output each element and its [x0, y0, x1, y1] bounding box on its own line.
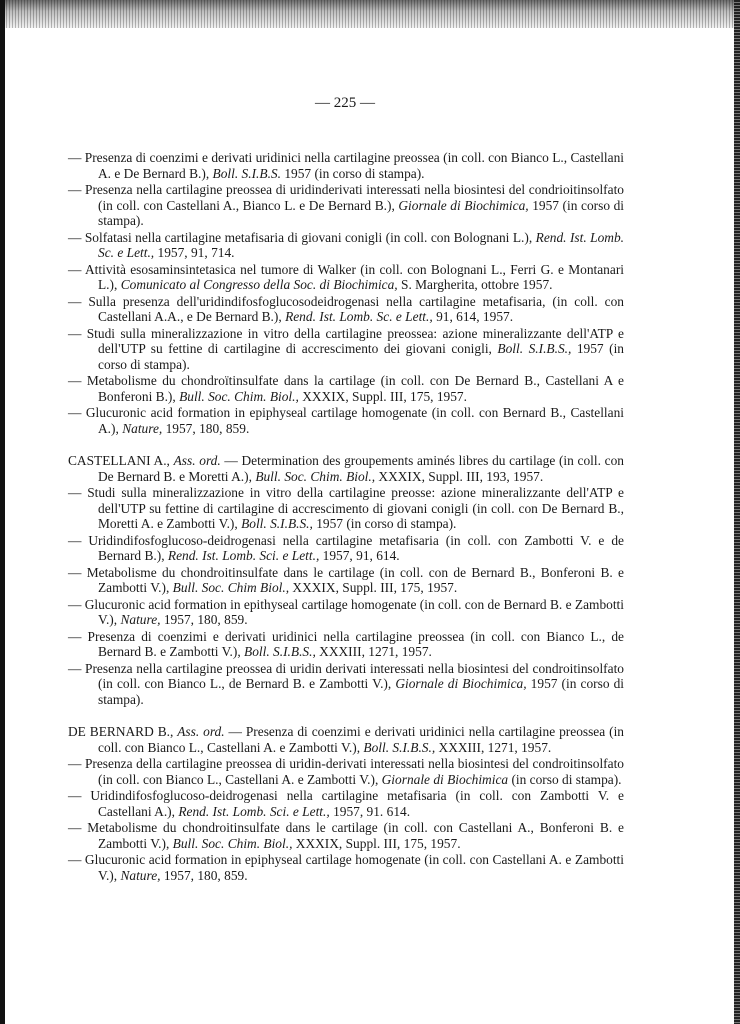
publication-entry [68, 629, 624, 660]
publication-entry [68, 373, 624, 404]
publication-entry [68, 533, 624, 564]
publication-entry [68, 262, 624, 293]
entry-text: XXXIII, 1271, 1957. [315, 644, 432, 659]
publication-entry [68, 150, 624, 181]
journal-title: Bull. Soc. Chim Biol., [172, 580, 290, 595]
publication-entry [68, 661, 624, 708]
journal-title: Comunicato al Congresso della Soc. di Biochimica, [120, 277, 398, 292]
journal-title: Giornale di Biochimica, [398, 197, 529, 213]
publication-entry [68, 294, 624, 325]
entry-text: — Studi sulla mineralizzazione in vitro della cartilagine preosse: azione mineralizzante dell'ATP e dell'UTP su fettine di cartilagine di accrescimento di giovani conigli (in coll. con De Bernard B., Moretti A. e Zambotti V.), [68, 485, 624, 531]
publication-entry [68, 724, 624, 755]
journal-title: Nature, [122, 420, 163, 436]
entry-text: — Determination des groupements aminés libres du cartilage (in coll. con De Bernard B. e Moretti A.), [98, 453, 625, 484]
page-number: — 225 — [315, 95, 375, 111]
journal-title: Boll. S.I.B.S., [244, 644, 316, 659]
publication-entry [68, 453, 624, 484]
publication-entry [68, 788, 624, 819]
entry-text: 91, 614, 1957. [432, 309, 514, 324]
entry-text: — Uridindifosfoglucoso-deidrogenasi nella cartilagine metafisaria (in coll. con Zambotti V. e de Bernard B.), [68, 532, 624, 563]
journal-title: Boll. S.I.B.S., [497, 341, 572, 356]
entry-text: — Presenza della cartilagine preossea di uridin-derivati interessati nella biosintesi del condroitinsolfato (in coll. con Bianco L., Castellani A. e Zambotti V.), [68, 756, 624, 787]
scan-top-edge [0, 0, 740, 28]
entry-text: 1957, 91, 614. [319, 548, 400, 563]
entry-text: XXXIX, Suppl. III, 175, 1957. [292, 835, 461, 851]
entry-text: 1957 (in corso di stampa). [312, 516, 457, 531]
entry-text: 1957, 91. 614. [329, 803, 411, 819]
entry-text: DE BERNARD B., [68, 724, 178, 739]
journal-title: Ass. ord. [173, 453, 221, 468]
publication-entry [68, 820, 624, 851]
journal-title: Nature, [120, 867, 161, 883]
entry-text: — Presenza di coenzimi e derivati uridinici nella cartilagine preossea (in coll. con Bianco L., Castellani A. e Zambotti V.), [98, 724, 624, 755]
journal-title: Bull. Soc. Chim. Biol., [255, 468, 376, 484]
entry-text: — Presenza nella cartilagine preossea di uridin derivati interessati nella biosintesi del condroitinsolfato (in coll. con Bianco L., de Bernard B. e Zambotti V.), [68, 660, 624, 691]
journal-title: Boll. S.I.B.S., [363, 739, 436, 755]
entry-text: — Sulla presenza dell'uridindifosfoglucosodeidrogenasi nella cartilagine metafisaria, (in coll. con Castellani A.A., e De Bernard B.), [68, 293, 624, 324]
journal-title: Boll. S.I.B.S., [241, 516, 313, 531]
entry-text: 1957 (in corso di stampa). [280, 165, 425, 181]
journal-title: Boll. S.I.B.S. [212, 165, 281, 181]
entry-text: — Glucuronic acid formation in epiphyseal cartilage homogenate (in coll. con Castellani A. e Zambotti V.), [68, 852, 624, 883]
entry-text: — Presenza di coenzimi e derivati uridinici nella cartilagine preossea (in coll. con Bianco L., de Bernard B. e Zambotti V.), [68, 628, 624, 659]
journal-title: Rend. Ist. Lomb. Sc. e Lett., [98, 229, 624, 260]
entry-text: 1957, 91, 714. [154, 245, 235, 260]
entry-text: — Presenza nella cartilagine preossea di uridinderivati interessati nella biosintesi del condrioitinsolfato (in coll. con Castellani A., Bianco L. e De Bernard B.), [68, 182, 624, 213]
publication-entry [68, 405, 624, 436]
entry-text: CASTELLANI A., [68, 453, 174, 468]
publication-entry [68, 182, 624, 229]
bibliography-list [68, 150, 624, 900]
journal-title: Giornale di Biochimica [381, 771, 509, 787]
entry-text: 1957, 180, 859. [162, 420, 250, 436]
journal-title: Ass. ord. [177, 724, 225, 739]
entry-text: 1957 (in corso di stampa). [98, 676, 625, 707]
author-publication-group [68, 150, 624, 436]
entry-text: XXXIX, Suppl. III, 175, 1957. [289, 580, 458, 595]
journal-title: Bull. Soc. Chim. Biol., [179, 388, 299, 404]
journal-title: Nature, [120, 612, 161, 627]
entry-text: — Studi sulla mineralizzazione in vitro della cartilagine preossea: azione mineralizzante dell'ATP e dell'UTP su fettine di cartilagine di accrescimento dei giovani conigli, [68, 325, 624, 356]
journal-title: Rend. Ist. Lomb. Sc. e Lett., [285, 309, 433, 324]
entry-text: XXXIII, 1271, 1957. [435, 739, 552, 755]
entry-text: — Attività esosaminsintetasica nel tumore di Walker (in coll. con Bolognani L., Ferri G. e Montanari L.), [68, 261, 624, 292]
entry-text: XXXIX, Suppl. III, 175, 1957. [298, 388, 467, 404]
journal-title: Rend. Ist. Lomb. Sci. e Lett., [167, 548, 320, 563]
publication-entry [68, 230, 624, 261]
entry-text: — Metabolisme du chondroïtinsulfate dans la cartilage (in coll. con De Bernard B., Castellani A e Bonferoni B.), [68, 373, 624, 404]
scan-left-edge [0, 0, 5, 1024]
entry-text: — Metabolisme du chondroitinsulfate dans le cartilage (in coll. con de Bernard B., Bonferoni B. e Zambotti V.), [68, 564, 624, 595]
entry-text: S. Margherita, ottobre 1957. [397, 277, 553, 292]
scan-right-edge [734, 0, 740, 1024]
entry-text: 1957, 180, 859. [160, 612, 248, 627]
entry-text: 1957 (in corso di stampa). [98, 197, 624, 228]
publication-entry [68, 565, 624, 596]
entry-text: — Uridindifosfoglucoso-deidrogenasi nella cartilagine metafisaria (in coll. con Zambotti V. e Castellani A.), [68, 788, 624, 819]
entry-text: — Metabolisme du chondroitinsulfate dans le cartilage (in coll. con Castellani A., Bonferoni B. e Zambotti V.), [68, 820, 624, 851]
publication-entry [68, 597, 624, 628]
entry-text: (in corso di stampa). [508, 771, 622, 787]
journal-title: Rend. Ist. Lomb. Sci. e Lett., [178, 803, 330, 819]
publication-entry [68, 485, 624, 532]
entry-text: — Glucuronic acid formation in epiphyseal cartilage homogenate (in coll. con Bernard B., Castellani A.), [68, 405, 624, 436]
publication-entry [68, 852, 624, 883]
author-publication-group [68, 724, 624, 883]
entry-text: 1957, 180, 859. [160, 867, 248, 883]
author-publication-group [68, 453, 624, 707]
journal-title: Bull. Soc. Chim. Biol., [172, 835, 293, 851]
publication-entry [68, 756, 624, 787]
entry-text: 1957 (in corso di stampa). [98, 341, 625, 372]
entry-text: — Solfatasi nella cartilagine metafisaria di giovani conigli (in coll. con Bolognani L.), [68, 229, 536, 245]
publication-entry [68, 326, 624, 373]
entry-text: XXXIX, Suppl. III, 193, 1957. [375, 468, 544, 484]
entry-text: — Glucuronic acid formation in epithyseal cartilage homogenate (in coll. con de Bernard B. e Zambotti V.), [68, 596, 624, 627]
journal-title: Giornale di Biochimica, [395, 676, 527, 691]
entry-text: — Presenza di coenzimi e derivati uridinici nella cartilagine preossea (in coll. con Bianco L., Castellani A. e De Bernard B.), [68, 150, 624, 181]
